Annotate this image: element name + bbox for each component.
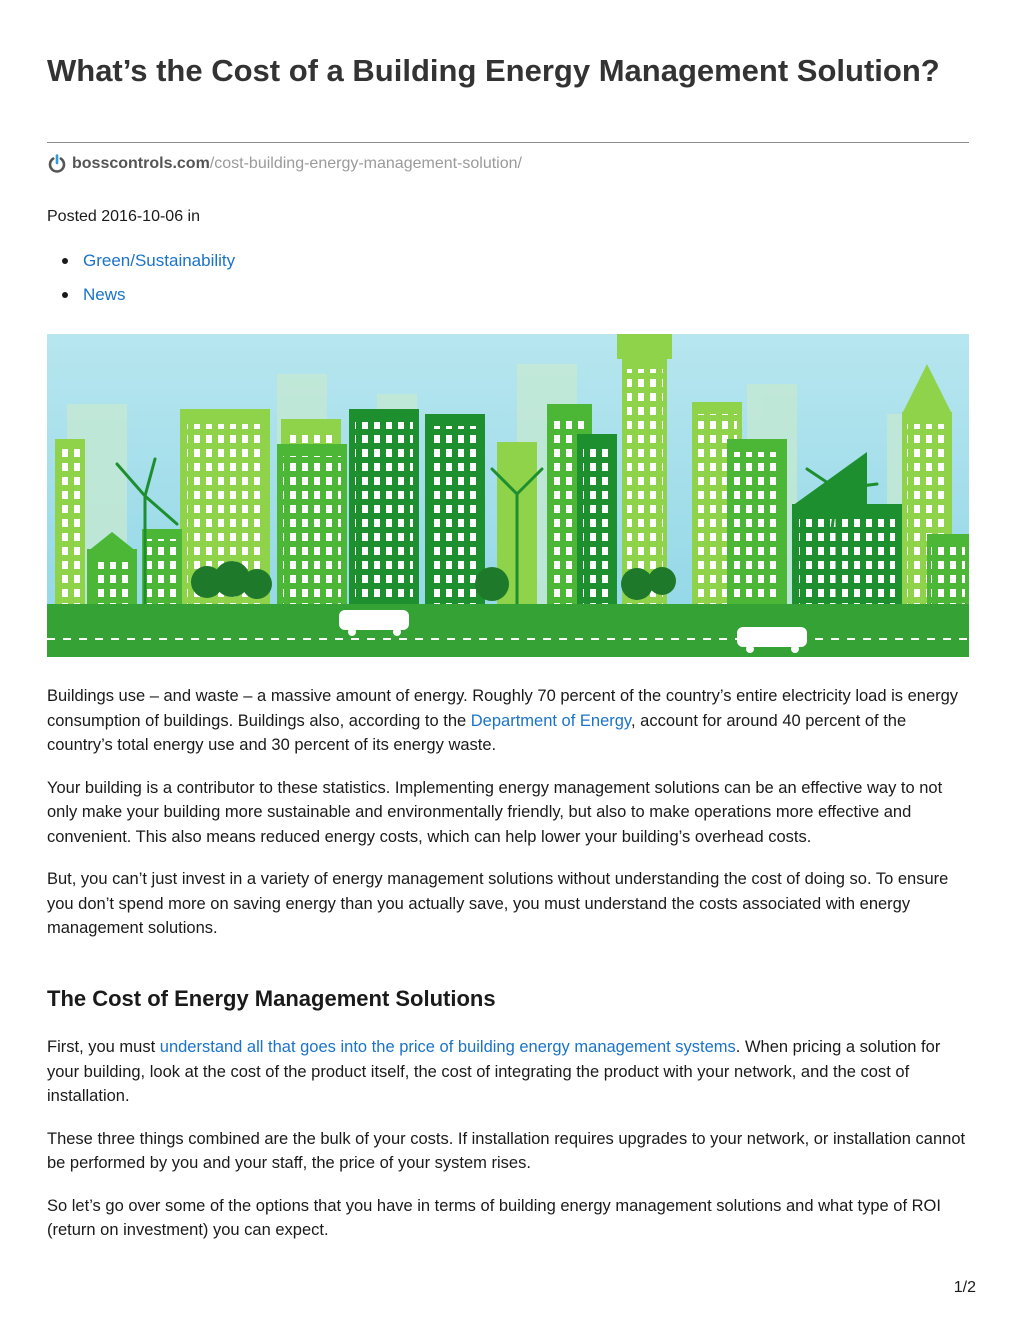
department-of-energy-link[interactable]: Department of Energy	[470, 711, 631, 730]
page-number: 1/2	[953, 1279, 976, 1296]
list-item	[47, 280, 235, 314]
hero-image	[47, 334, 969, 657]
cost-section	[47, 1035, 969, 1261]
section-paragraph-3: So let’s go over some of the options that you have in terms of building energy management solutions and what type of ROI (return on investment) you can expect.	[47, 1196, 941, 1239]
title-divider	[47, 142, 969, 143]
intro-paragraph-1	[47, 684, 969, 758]
power-icon	[47, 154, 67, 174]
section-paragraph-2: These three things combined are the bulk of your costs. If installation requires upgrades to your network, or installation cannot be performed by you and your staff, the price of your system rises.	[47, 1129, 966, 1172]
paragraph-text: . When pricing a solution for your building, look at the cost of the product itself, the cost of integrating the product with your network, and the cost of installation.	[47, 1038, 941, 1105]
posted-date: Posted 2016-10-06 in	[47, 208, 200, 225]
price-systems-link[interactable]: understand all that goes into the price of building energy management systems	[159, 1038, 736, 1056]
section-paragraph-1	[47, 1035, 969, 1109]
paragraph-text: , account for around 40 percent of the country’s total energy use and 30 percent of its energy waste.	[47, 711, 907, 754]
section-heading: The Cost of Energy Management Solutions	[47, 986, 496, 1011]
list-item	[47, 246, 235, 280]
page-title: What’s the Cost of a Building Energy Management Solution?	[47, 53, 940, 88]
intro-section	[47, 684, 969, 959]
intro-paragraph-2: Your building is a contributor to these statistics. Implementing energy management solutions can be an effective way to not only make your building more sustainable and environmentally friendly, but also to make operations more effective and convenient. This also means reduced energy costs, which can help lower your building’s overhead costs.	[47, 778, 943, 846]
paragraph-text: Buildings use – and waste – a massive amount of energy. Roughly 70 percent of the country’s entire electricity load is energy consumption of buildings. Buildings also, according to the	[47, 687, 959, 730]
source-domain[interactable]: bosscontrols.com	[72, 155, 210, 172]
source-line	[47, 152, 522, 176]
category-link-news[interactable]: News	[83, 285, 126, 304]
category-link-green-sustainability[interactable]: Green/Sustainability	[83, 251, 236, 270]
intro-paragraph-3: But, you can’t just invest in a variety of energy management solutions without understanding the cost of doing so. To ensure you don’t spend more on saving energy than you actually save, you must understand the costs associated with energy management solutions.	[47, 870, 949, 937]
source-path[interactable]: /cost-building-energy-management-solution/	[209, 155, 522, 172]
category-list	[47, 246, 235, 314]
paragraph-text: First, you must	[47, 1038, 160, 1056]
